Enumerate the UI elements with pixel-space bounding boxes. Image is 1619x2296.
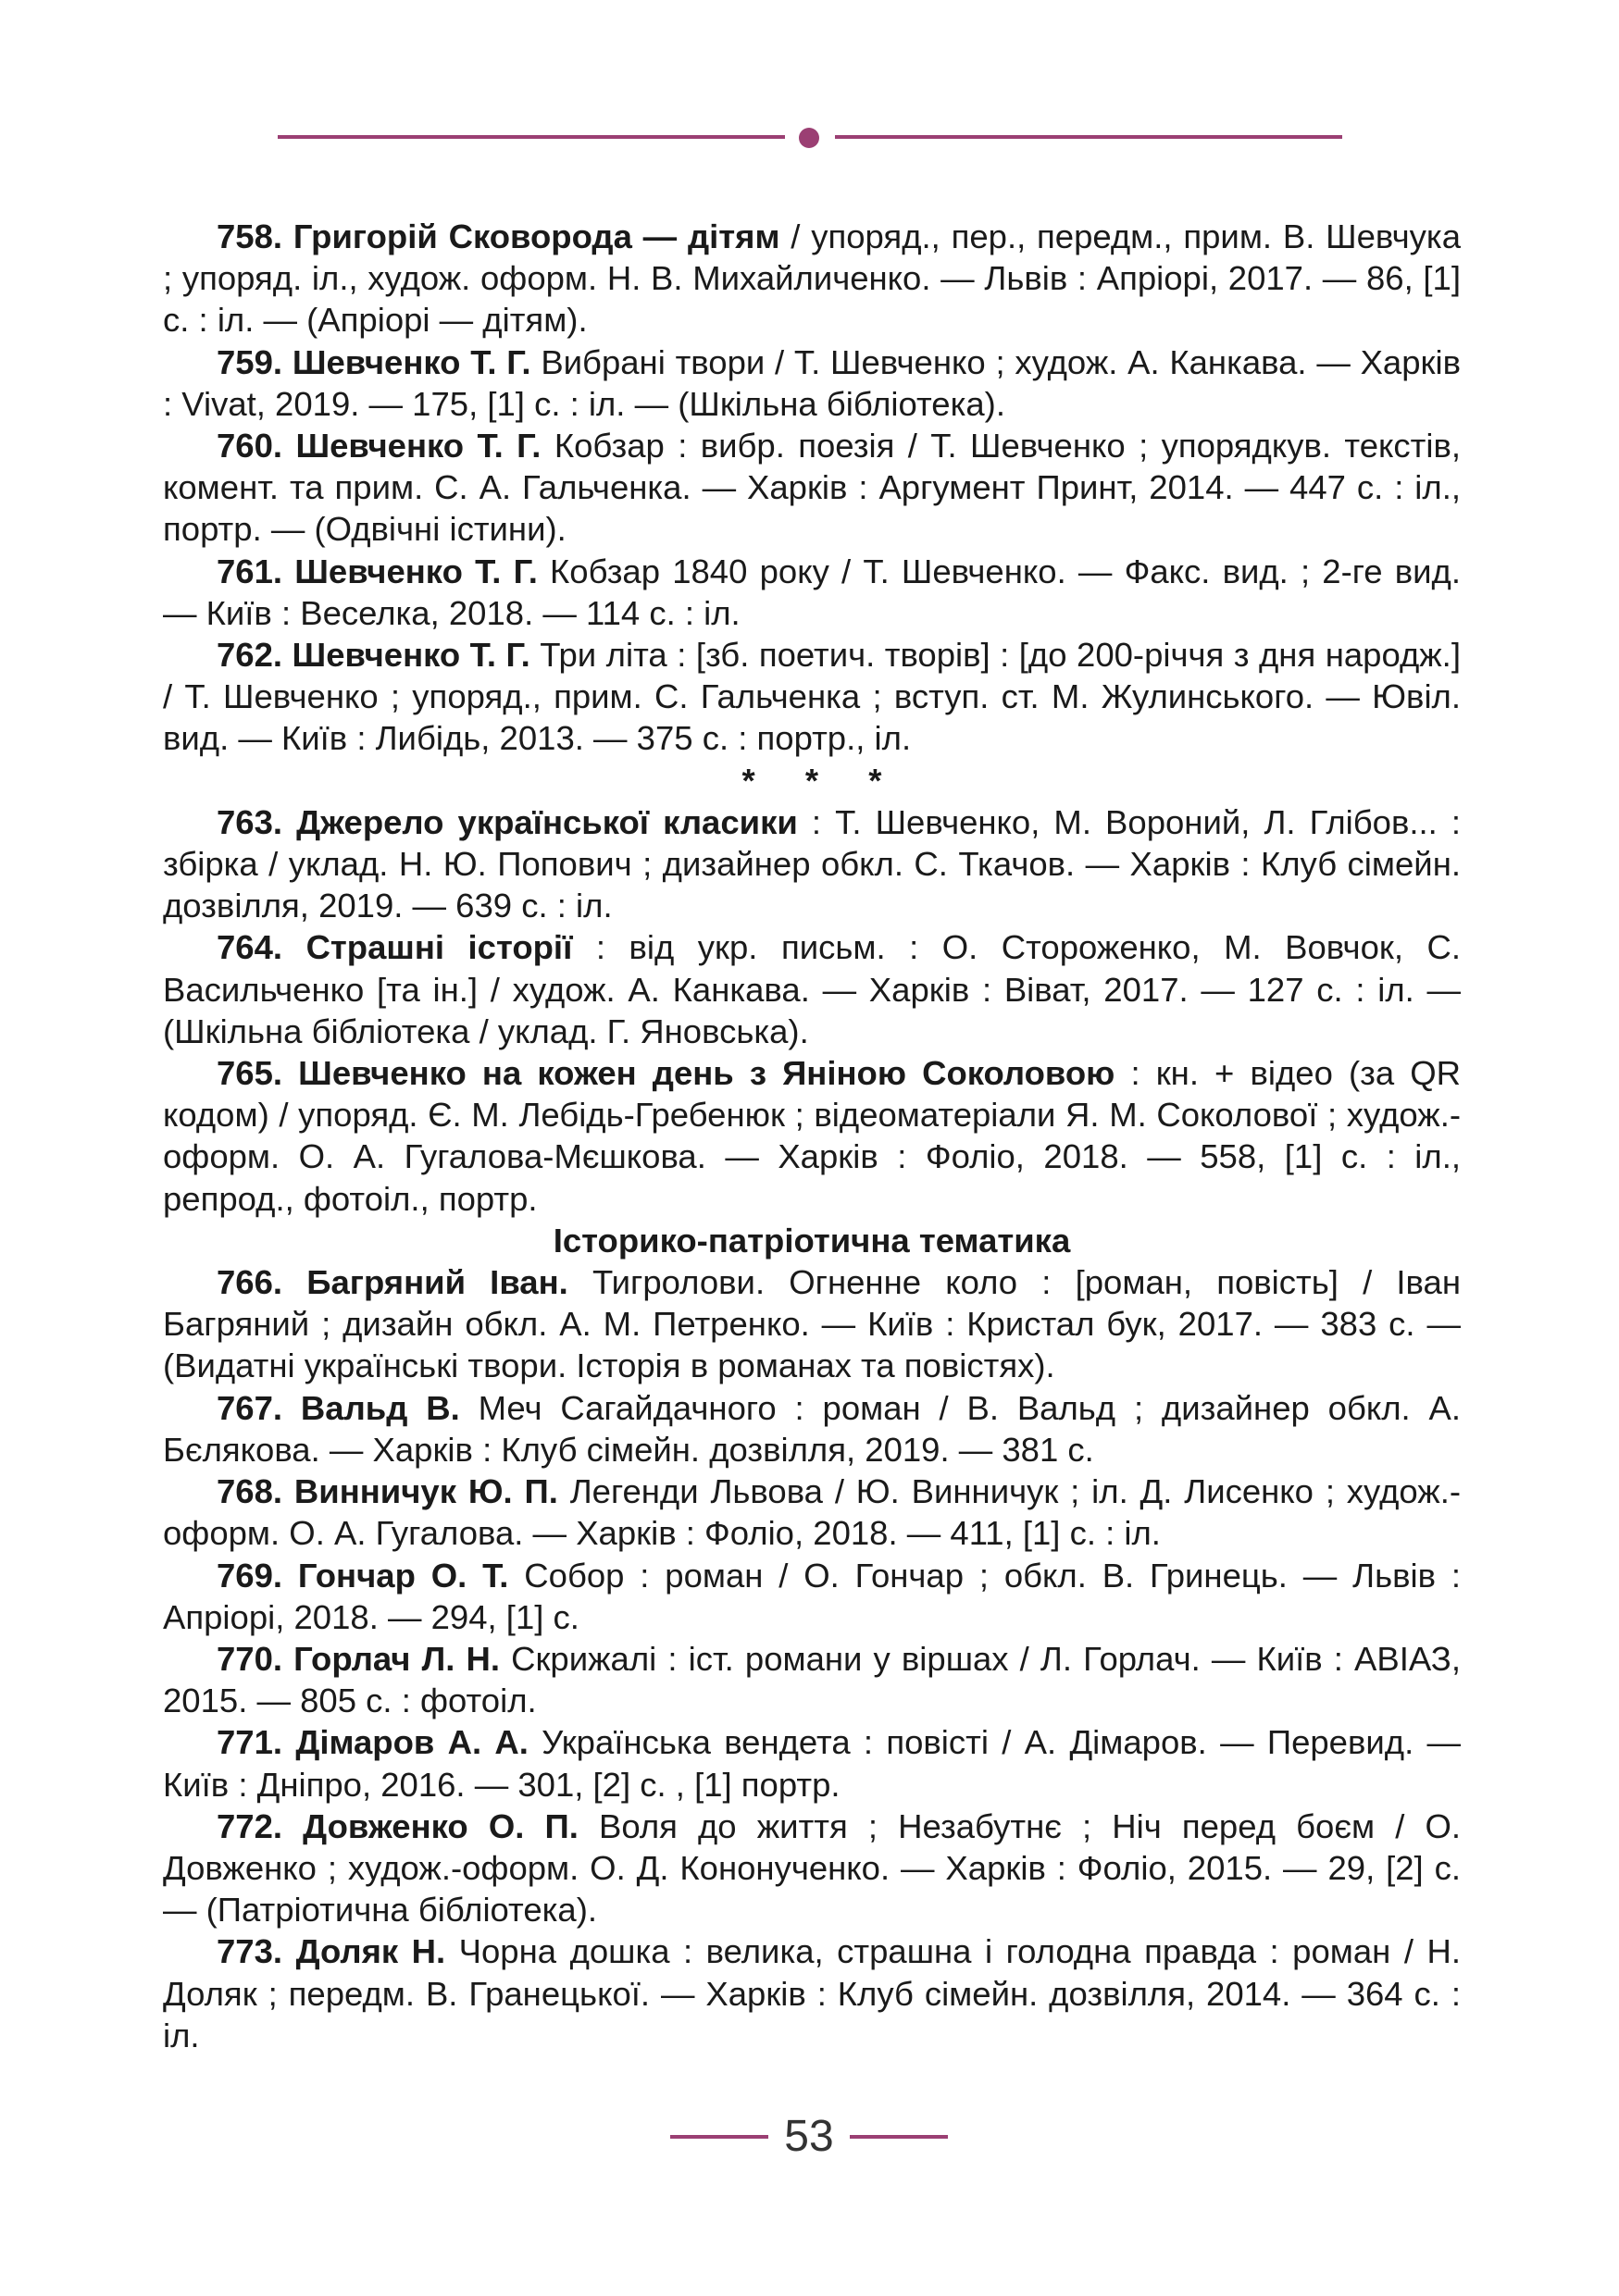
entry-author: Шевченко на кожен день з Яніною Соколовою bbox=[298, 1054, 1115, 1093]
entry-number: 766. bbox=[217, 1263, 283, 1302]
entry-number: 767. bbox=[217, 1388, 283, 1427]
entry-767 bbox=[163, 1387, 1461, 1471]
ornament-line-right bbox=[835, 135, 1342, 139]
entry-number: 761. bbox=[217, 552, 283, 590]
entry-text: Кобзар 1840 року / Т. Шевченко. — Факс. вид. ; 2-ге вид. — Київ : Веселка, 2018. — 114 с. : іл. bbox=[163, 552, 1461, 632]
entry-text: Три літа : [зб. поетич. творів] : [до 200-річчя з дня народж.] / Т. Шевченко ; упоряд., прим. С. Гальченка ; вступ. ст. М. Жулинського. — Ювіл. вид. — Київ : Либідь, 2013. — 375 с. : портр., іл. bbox=[163, 636, 1461, 758]
entry-text: Легенди Львова / Ю. Винничук ; іл. Д. Лисенко ; худож.-оформ. О. А. Гугалова. — Харків : Фоліо, 2018. — 411, [1] с. : іл. bbox=[163, 1472, 1461, 1553]
footer-line-right bbox=[850, 2135, 948, 2139]
entry-number: 772. bbox=[217, 1806, 283, 1845]
entry-number: 765. bbox=[217, 1054, 283, 1093]
entry-772 bbox=[163, 1806, 1461, 1931]
entry-text: : Т. Шевченко, М. Вороний, Л. Глібов... : збірка / уклад. Н. Ю. Попович ; дизайнер обкл. С. Ткачов. — Харків : Клуб сімейн. дозвілля, 2019. — 639 с. : іл. bbox=[163, 802, 1461, 925]
entry-author: Горлач Л. Н. bbox=[293, 1639, 500, 1678]
page-number: 53 bbox=[784, 2112, 834, 2161]
section-separator: * * * bbox=[741, 761, 903, 800]
entry-author: Григорій Сковорода — дітям bbox=[293, 217, 780, 255]
entry-766 bbox=[163, 1261, 1461, 1387]
entry-author: Довженко О. П. bbox=[303, 1806, 579, 1845]
entry-author: Вальд В. bbox=[300, 1388, 460, 1427]
entry-text: : від укр. письм. : О. Стороженко, М. Вовчок, С. Васильченко [та ін.] / худож. А. Канкава. — Харків : Віват, 2017. — 127 с. : іл. — (Шкільна бібліотека / уклад. Г. Яновська). bbox=[163, 928, 1461, 1050]
entry-769 bbox=[163, 1555, 1461, 1638]
entry-author: Шевченко Т. Г. bbox=[292, 636, 530, 675]
bibliography-list bbox=[163, 216, 1461, 2056]
entry-author: Шевченко Т. Г. bbox=[294, 552, 538, 590]
entry-number: 771. bbox=[217, 1723, 283, 1762]
entry-text: Скрижалі : іст. романи у віршах / Л. Горлач. — Київ : АВІАЗ, 2015. — 805 с. : фотоіл. bbox=[163, 1639, 1461, 1720]
section-heading: Історико-патріотична тематика bbox=[553, 1221, 1071, 1260]
entry-number: 764. bbox=[217, 928, 283, 967]
entry-author: Винничук Ю. П. bbox=[293, 1472, 558, 1511]
entry-761 bbox=[163, 551, 1461, 634]
entry-759 bbox=[163, 341, 1461, 425]
entry-758 bbox=[163, 216, 1461, 341]
entry-762 bbox=[163, 634, 1461, 760]
entry-760 bbox=[163, 425, 1461, 551]
entry-number: 768. bbox=[217, 1472, 283, 1511]
entry-text: Меч Сагайдачного : роман / В. Вальд ; дизайнер обкл. А. Бєлякова. — Харків : Клуб сімейн. дозвілля, 2019. — 381 с. bbox=[163, 1388, 1461, 1469]
ornament-dot bbox=[799, 128, 819, 148]
entry-number: 758. bbox=[217, 217, 283, 255]
entry-text: Тигролови. Огненне коло : [роман, повість] / Іван Багряний ; дизайн обкл. А. М. Петренко. — Київ : Кристал бук, 2017. — 383 с. — (Видатні українські твори. Історія в романах та повістях). bbox=[163, 1263, 1461, 1385]
footer-line-left bbox=[670, 2135, 768, 2139]
entry-author: Багряний Іван. bbox=[306, 1263, 568, 1302]
entry-text: Чорна дошка : велика, страшна і голодна правда : роман / Н. Доляк ; передм. В. Гранецької. — Харків : Клуб сімейн. дозвілля, 2014. — 364 с. : іл. bbox=[163, 1932, 1461, 2054]
entry-text: : кн. + відео (за QR кодом) / упоряд. Є. М. Лебідь-Гребенюк ; відеоматеріали Я. М. Соколової ; худож.-оформ. О. А. Гугалова-Мєшкова. — Харків : Фоліо, 2018. — 558, [1] с. : іл., репрод., фотоіл., портр. bbox=[163, 1054, 1461, 1218]
entry-text: Українська вендета : повісті / А. Дімаров. — Перевид. — Київ : Дніпро, 2016. — 301, [2] с. , [1] портр. bbox=[163, 1723, 1461, 1804]
entry-number: 770. bbox=[217, 1639, 283, 1678]
entry-author: Страшні історії bbox=[305, 928, 573, 967]
entry-author: Дімаров А. А. bbox=[295, 1723, 529, 1762]
entry-text: Собор : роман / О. Гончар ; обкл. В. Гринець. — Львів : Апріорі, 2018. — 294, [1] с. bbox=[163, 1556, 1461, 1636]
entry-author: Гончар О. Т. bbox=[297, 1556, 509, 1595]
entry-number: 773. bbox=[217, 1932, 283, 1971]
entry-author: Джерело української класики bbox=[296, 802, 798, 841]
entry-771 bbox=[163, 1721, 1461, 1805]
entry-author: Шевченко Т. Г. bbox=[295, 427, 542, 465]
top-ornament bbox=[278, 128, 1342, 146]
entry-763 bbox=[163, 801, 1461, 927]
entry-text: Кобзар : вибр. поезія / Т. Шевченко ; упорядкув. текстів, комент. та прим. С. А. Гальченка. — Харків : Аргумент Принт, 2014. — 447 с. : іл., портр. — (Одвічні істини). bbox=[163, 427, 1461, 549]
entry-author: Доляк Н. bbox=[295, 1932, 446, 1971]
entry-number: 759. bbox=[217, 342, 283, 381]
entry-text: Вибрані твори / Т. Шевченко ; худож. А. Канкава. — Харків : Vivat, 2019. — 175, [1] с. : іл. — (Шкільна бібліотека). bbox=[163, 342, 1461, 423]
entry-765 bbox=[163, 1052, 1461, 1220]
entry-number: 763. bbox=[217, 802, 283, 841]
entry-number: 762. bbox=[217, 636, 283, 675]
entry-770 bbox=[163, 1638, 1461, 1721]
entry-773 bbox=[163, 1930, 1461, 2056]
entry-author: Шевченко Т. Г. bbox=[292, 342, 531, 381]
entry-number: 769. bbox=[217, 1556, 283, 1595]
entry-764 bbox=[163, 926, 1461, 1052]
entry-text: / упоряд., пер., передм., прим. В. Шевчука ; упоряд. іл., худож. оформ. Н. В. Михайличенко. — Львів : Апріорі, 2017. — 86, [1] с. : іл. — (Апріорі — дітям). bbox=[163, 217, 1461, 340]
entry-768 bbox=[163, 1471, 1461, 1554]
ornament-line-left bbox=[278, 135, 785, 139]
entry-text: Воля до життя ; Незабутнє ; Ніч перед боєм / О. Довженко ; худож.-оформ. О. Д. Кононученко. — Харків : Фоліо, 2015. — 29, [2] с. — (Патріотична бібліотека). bbox=[163, 1806, 1461, 1930]
entry-number: 760. bbox=[217, 427, 283, 465]
page-footer bbox=[670, 2105, 948, 2170]
